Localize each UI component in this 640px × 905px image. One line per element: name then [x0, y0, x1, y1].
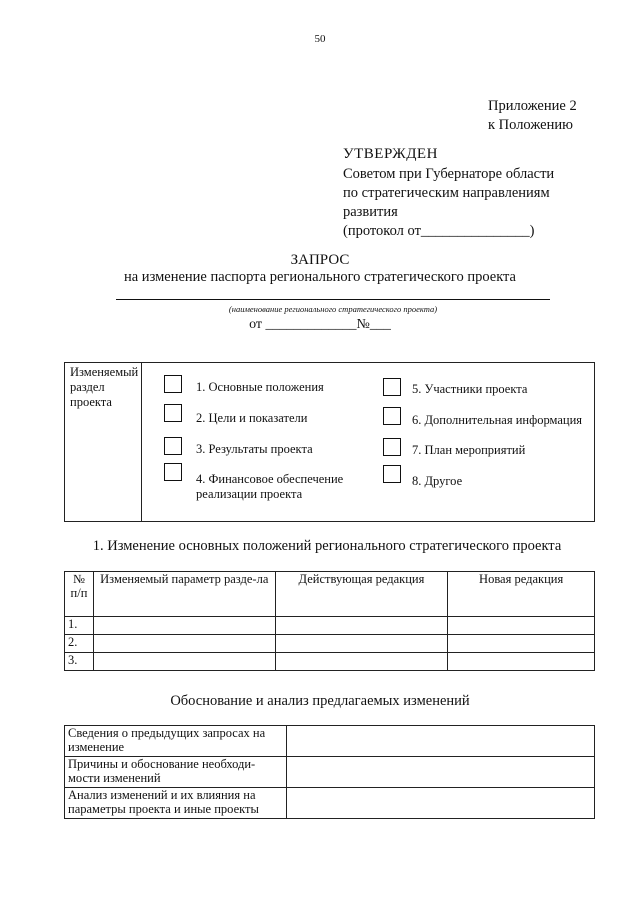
checkbox-2[interactable] — [164, 404, 182, 422]
header-parameter: Изменяемый параметр разде-ла — [93, 572, 275, 617]
table-cell[interactable] — [286, 726, 594, 757]
approval-line-2: по стратегическим направлениям — [343, 185, 550, 201]
table-cell[interactable] — [275, 635, 448, 653]
section-divider — [141, 362, 142, 522]
table-cell[interactable] — [448, 635, 595, 653]
table2-title: Обоснование и анализ предлагаемых изменений — [170, 693, 470, 709]
approval-line-4: (протокол от_______________) — [343, 223, 535, 239]
table-cell[interactable] — [448, 653, 595, 671]
checkbox-6[interactable] — [383, 407, 401, 425]
appendix-line-1: Приложение 2 — [488, 98, 577, 114]
changes-table — [64, 571, 595, 671]
page-number: 50 — [314, 33, 326, 45]
checkbox-label-5: 5. Участники проекта — [412, 382, 528, 396]
justification-table — [64, 725, 595, 819]
justification-row-label: Анализ изменений и их влияния на параметры проекта и иные проекты — [65, 788, 287, 819]
project-name-caption: (наименование регионального стратегического проекта) — [228, 304, 438, 314]
checkbox-label-4: 4. Финансовое обеспечение реализации проекта — [196, 472, 344, 501]
request-title: ЗАПРОС — [290, 252, 350, 268]
approval-line-1: Советом при Губернаторе области — [343, 166, 555, 182]
header-new: Новая редакция — [448, 572, 595, 617]
checkbox-8[interactable] — [383, 465, 401, 483]
request-subtitle: на изменение паспорта регионального стратегического проекта — [123, 269, 516, 285]
row-number: 3. — [65, 653, 94, 671]
checkbox-label-7: 7. План мероприятий — [412, 443, 526, 457]
checkbox-label-2: 2. Цели и показатели — [196, 411, 308, 425]
approval-line-3: развития — [343, 204, 398, 220]
checkbox-4[interactable] — [164, 463, 182, 481]
checkbox-label-3: 3. Результаты проекта — [196, 442, 313, 456]
table-cell[interactable] — [275, 653, 448, 671]
request-date-number-line[interactable]: от _____________№___ — [249, 317, 391, 332]
table-cell[interactable] — [448, 617, 595, 635]
table-cell[interactable] — [286, 757, 594, 788]
table1-title: 1. Изменение основных положений регионального стратегического проекта — [92, 538, 562, 554]
approval-heading: УТВЕРЖДЕН — [343, 146, 438, 162]
table-cell[interactable] — [275, 617, 448, 635]
table-cell[interactable] — [286, 788, 594, 819]
checkbox-label-1: 1. Основные положения — [196, 380, 324, 394]
row-number: 2. — [65, 635, 94, 653]
appendix-note — [488, 97, 577, 135]
justification-row-label: Причины и обоснование необходи-мости изменений — [65, 757, 287, 788]
row-number: 1. — [65, 617, 94, 635]
section-label: Изменяемый раздел проекта — [70, 365, 139, 409]
checkbox-label-6: 6. Дополнительная информация — [412, 413, 583, 427]
header-number: № п/п — [65, 572, 94, 617]
table-cell[interactable] — [93, 635, 275, 653]
checkbox-label-8: 8. Другое — [412, 474, 463, 488]
table-cell[interactable] — [93, 653, 275, 671]
appendix-line-2: к Положению — [488, 117, 573, 133]
header-current: Действующая редакция — [275, 572, 448, 617]
checkbox-3[interactable] — [164, 437, 182, 455]
project-name-line[interactable] — [116, 299, 550, 300]
checkbox-1[interactable] — [164, 375, 182, 393]
checkbox-7[interactable] — [383, 438, 401, 456]
justification-row-label: Сведения о предыдущих запросах на изменение — [65, 726, 287, 757]
table-cell[interactable] — [93, 617, 275, 635]
checkbox-5[interactable] — [383, 378, 401, 396]
approval-block — [343, 145, 554, 241]
